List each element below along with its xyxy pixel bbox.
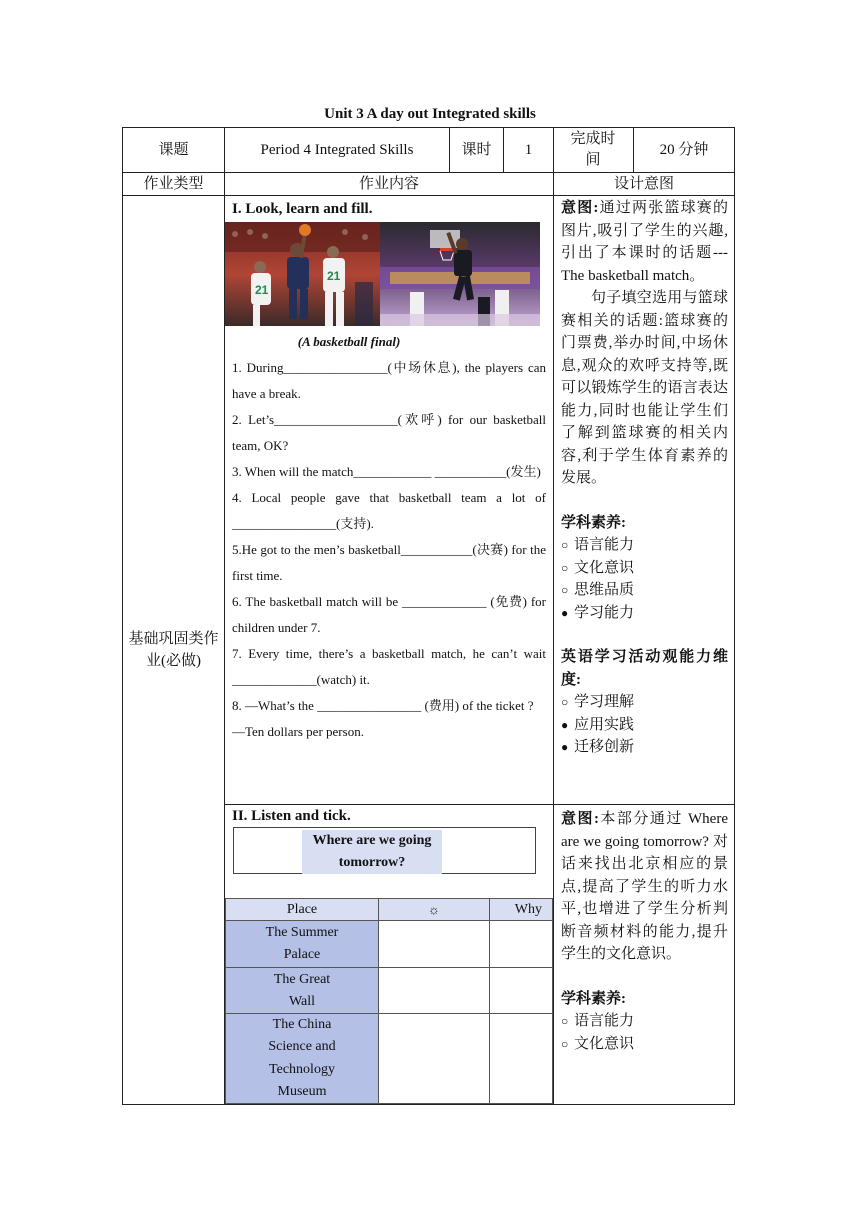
basketball-photo-left-image: [225, 222, 380, 326]
intent2-spacer: [561, 966, 728, 988]
table-border-bottom: [122, 1104, 735, 1105]
table-header-tick: [378, 898, 490, 921]
intent1-spacer: [561, 624, 728, 646]
homework-type-text: 基础巩固类作业(必做): [128, 631, 219, 669]
empty-circle-icon: ○: [561, 560, 569, 575]
intent1-literacy-title: 学科素养:: [561, 514, 626, 531]
time-value: 20 分钟: [659, 141, 709, 158]
svg-text:21: 21: [327, 269, 341, 283]
literacy-text: 学习能力: [574, 604, 635, 621]
dialogue-box: [233, 827, 536, 874]
basketball-photo-right-image: [380, 222, 540, 326]
filled-circle-icon: ●: [561, 740, 569, 754]
empty-circle-icon: ○: [561, 538, 569, 552]
question-3: 3. When will the match____________ ___________(发生): [232, 464, 541, 479]
place-great-wall: [225, 967, 379, 1014]
intent1-block: [561, 197, 728, 759]
table-row-divider: [224, 804, 735, 805]
col-content-header: 作业内容: [358, 175, 419, 192]
intent2-label: 意图:: [561, 811, 599, 827]
basketball-photo-left: [225, 222, 380, 326]
document-title: Unit 3 A day out Integrated skills: [324, 106, 536, 122]
tick-cell[interactable]: [378, 967, 490, 1014]
empty-circle-icon: ○: [561, 1014, 569, 1028]
filled-circle-icon: ●: [561, 605, 569, 620]
activity-item: [561, 714, 728, 737]
question-6: 6. The basketball match will be _____________ (免费) for children under 7.: [232, 594, 546, 635]
answer-8: —Ten dollars per person.: [232, 724, 364, 739]
intent1-label: 意图:: [561, 200, 599, 216]
activity-text: 学习理解: [574, 694, 635, 710]
svg-text:21: 21: [255, 283, 269, 297]
topic-value: Period 4 Integrated Skills: [260, 141, 414, 158]
intent2-literacy-title: 学科素养:: [561, 990, 626, 1007]
intent2-para-wrap: [561, 808, 728, 966]
literacy-text: 文化意识: [574, 559, 635, 576]
literacy-item: [561, 557, 728, 580]
table-header-why: Why: [489, 898, 553, 921]
photo-caption: (A basketball final): [297, 334, 401, 349]
place-name: The China Science and Technology Museum: [268, 1016, 336, 1099]
activity-text: 应用实践: [574, 716, 635, 733]
intent1-para1: 通过两张篮球赛的图片,吸引了学生的兴趣,引出了本课时的话题---The basketball match。: [561, 200, 728, 284]
empty-circle-icon: ○: [561, 583, 569, 597]
literacy-text: 思维品质: [574, 582, 635, 598]
question-8: 8. —What’s the ________________ (费用) of the ticket ?: [232, 698, 534, 713]
period-label: 课时: [461, 141, 492, 158]
question-7: 7. Every time, there’s a basketball match, he can’t wait _____________(watch) it.: [232, 646, 546, 687]
dialogue-box-text: Where are we going tomorrow?: [302, 830, 442, 874]
question-1: 1. During________________(中场休息), the players can have a break.: [232, 360, 546, 401]
literacy-item: [561, 1033, 728, 1056]
time-label: [558, 128, 628, 172]
empty-circle-icon: ○: [561, 695, 569, 709]
literacy-item: [561, 602, 728, 625]
table-header-place: Place: [225, 898, 379, 921]
intent1-activity-title: 英语学习活动观能力维度:: [561, 649, 728, 688]
table-col-divider: [553, 127, 554, 1105]
intent2-para: 本部分通过 Where are we going tomorrow? 对话来找出北京相应的景点,提高了学生的听力水平,也增进了学生分析判断音频材料的能力,提升学生的文化意识。: [561, 811, 728, 962]
question-2: 2. Let’s___________________(欢呼) for our basketball team, OK?: [232, 412, 546, 453]
intent1-para2: 句子填空选用与篮球赛相关的话题:篮球赛的门票费,举办时间,中场休息,观众的欢呼支持等,既可以锻炼学生的语言表达能力,同时也能让学生们了解到篮球赛的相关内容,利于学生体育素养的发展。: [561, 290, 728, 486]
col-intent-header: 设计意图: [613, 175, 674, 192]
section1-title: I. Look, learn and fill.: [232, 201, 373, 217]
period-value: 1: [524, 141, 533, 158]
why-cell[interactable]: [489, 967, 553, 1014]
literacy-item: [561, 1010, 728, 1033]
empty-circle-icon: ○: [561, 1036, 569, 1051]
tick-cell[interactable]: [378, 920, 490, 968]
homework-type: [123, 196, 224, 1104]
literacy-item: [561, 579, 728, 602]
intent2-block: [561, 808, 728, 1055]
activity-item: [561, 736, 728, 759]
activity-text: 迁移创新: [574, 739, 635, 755]
place-summer-palace: [225, 920, 379, 968]
intent1-para1-wrap: [561, 197, 728, 287]
literacy-text: 语言能力: [574, 537, 635, 553]
place-name: The Summer Palace: [265, 925, 339, 962]
question-list: [232, 355, 546, 745]
literacy-text: 语言能力: [574, 1013, 635, 1029]
place-name: The Great Wall: [273, 971, 331, 1009]
why-cell[interactable]: [489, 920, 553, 968]
tick-cell[interactable]: [378, 1013, 490, 1104]
intent1-spacer: [561, 490, 728, 512]
col-type-header: 作业类型: [143, 175, 204, 192]
topic-label: 课题: [158, 141, 189, 158]
time-label-text: 完成时间: [570, 131, 616, 168]
section2-title: II. Listen and tick.: [232, 808, 351, 824]
literacy-item: [561, 534, 728, 557]
basketball-photo-right: [380, 222, 540, 326]
sun-icon: ☼: [428, 902, 440, 917]
activity-item: [561, 691, 728, 714]
question-5: 5.He got to the men’s basketball___________(决赛) for the first time.: [232, 542, 546, 583]
place-science-museum: [225, 1013, 379, 1104]
table-border-right: [734, 127, 735, 1105]
filled-circle-icon: ●: [561, 717, 569, 732]
why-cell[interactable]: [489, 1013, 553, 1104]
question-4: 4. Local people gave that basketball team a lot of ________________(支持).: [232, 490, 546, 531]
literacy-text: 文化意识: [574, 1035, 635, 1052]
